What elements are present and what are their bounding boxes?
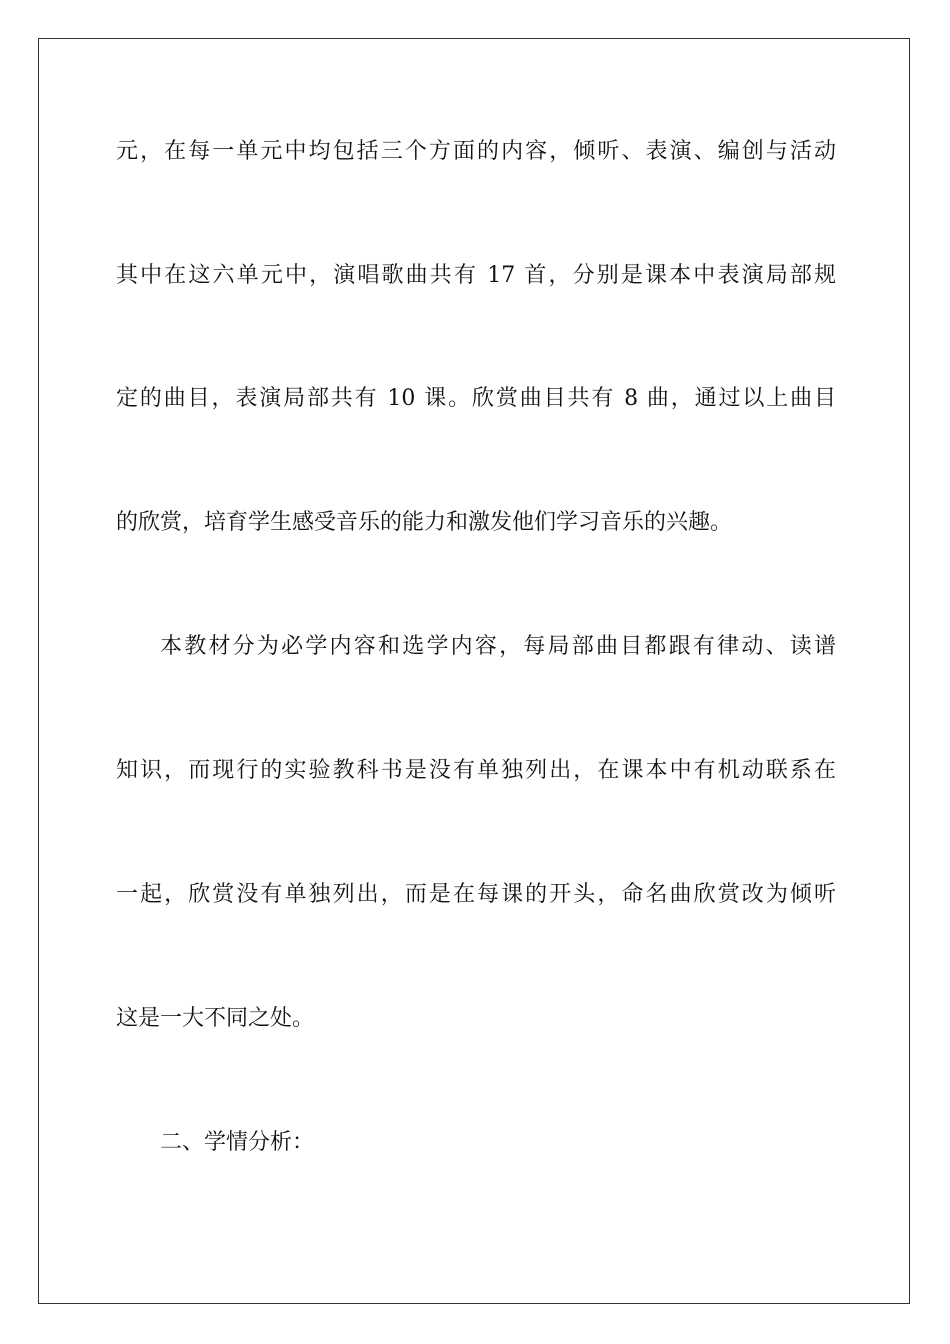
paragraph-line-7: 一起，欣赏没有单独列出，而是在每课的开头，命名曲欣赏改为倾听 — [116, 882, 836, 907]
paragraph-line-3: 定的曲目，表演局部共有 10 课。欣赏曲目共有 8 曲，通过以上曲目 — [116, 386, 836, 411]
paragraph-line-4: 的欣赏，培育学生感受音乐的能力和激发他们学习音乐的兴趣。 — [116, 510, 733, 535]
paragraph-line-8: 这是一大不同之处。 — [116, 1006, 315, 1031]
paragraph-line-6: 知识，而现行的实验教科书是没有单独列出，在课本中有机动联系在 — [116, 758, 836, 783]
paragraph-line-1: 元，在每一单元中均包括三个方面的内容，倾听、表演、编创与活动 — [116, 139, 836, 164]
section-heading: 二、学情分析： — [160, 1130, 315, 1155]
paragraph-line-5: 本教材分为必学内容和选学内容，每局部曲目都跟有律动、读谱 — [160, 634, 836, 659]
paragraph-line-2: 其中在这六单元中，演唱歌曲共有 17 首，分别是课本中表演局部规 — [116, 263, 836, 288]
page-border — [38, 38, 910, 1304]
